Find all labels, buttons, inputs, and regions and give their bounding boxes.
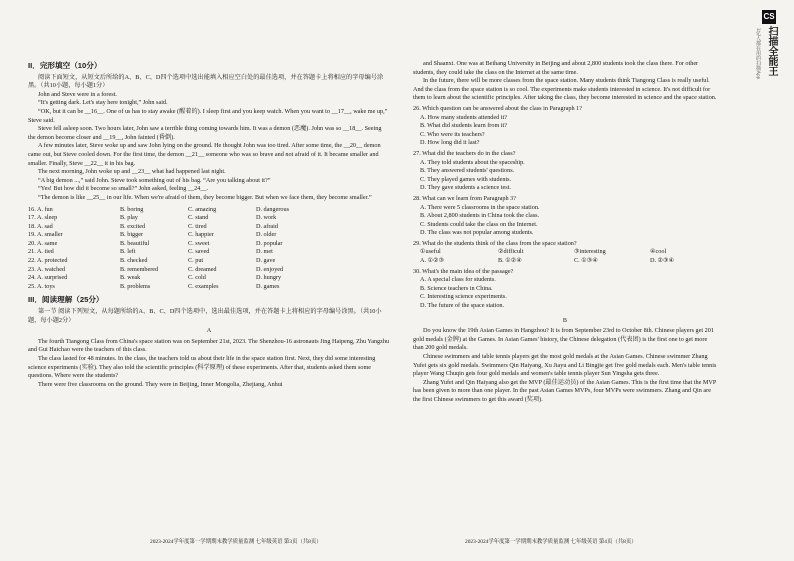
cloze-option: 18. A. sad	[28, 222, 53, 230]
answer-option: D. They gave students a science test.	[420, 184, 511, 192]
section2-title: II．完形填空（10分）	[28, 61, 102, 70]
cloze-option: B. play	[120, 214, 138, 222]
answer-option: C. Who were its teachers?	[420, 130, 485, 138]
answer-option: A. A special class for students.	[420, 276, 496, 284]
cloze-option: D. hungry	[256, 274, 282, 282]
q29-word: ③interesting	[574, 248, 606, 256]
answer-option: A. ①②③	[420, 257, 445, 265]
cloze-options	[28, 206, 390, 292]
answer-option: A. How many students attended it?	[420, 113, 507, 121]
cloze-option-row	[28, 266, 390, 275]
cloze-option: C. dreamed	[188, 265, 217, 273]
cloze-option: D. popular	[256, 239, 283, 247]
section2-instructions: 阅读下面短文，从短文后所给的A、B、C、D四个选项中选出能填入相应空白处的最佳选项，并在答题卡上将相应的字母编号涂黑。（共10小题，每小题1分）	[28, 73, 384, 90]
section3-title: III．阅读理解（25分）	[28, 295, 104, 305]
cloze-option-row	[28, 214, 390, 223]
passage-b-paragraph: Zhang Yufei and Qin Haiyang also get the MVP (最佳运动员) of the Asian Games. This is the first time that the MVP has been given to more than one player. In the past Asian Games MVPs, four MVPs were swimmers. Zhang and Qin are the first Chinese swimmers to get this award (奖项).	[413, 378, 717, 403]
cloze-option: 25. A. toys	[28, 282, 55, 290]
cloze-option: B. checked	[120, 257, 148, 265]
cloze-option: D. dangerous	[256, 205, 289, 213]
cloze-passage	[28, 91, 390, 203]
question-30: 30. What's the main idea of the passage?	[413, 267, 514, 275]
cloze-option: D. games	[256, 282, 280, 290]
cloze-option: B. left	[120, 248, 136, 256]
cloze-option-row	[28, 248, 390, 257]
question-stem: 27. What did the teachers do in the class?	[413, 149, 516, 157]
cloze-option: B. beautiful	[120, 239, 150, 247]
cloze-option: 23. A. watched	[28, 265, 66, 273]
cloze-option: 20. A. same	[28, 239, 58, 247]
cloze-option: 21. A. tied	[28, 248, 54, 256]
answer-option: A. There were 5 classrooms in the space station.	[420, 203, 540, 211]
cloze-option: D. afraid	[256, 222, 278, 230]
cloze-option-row	[28, 206, 390, 215]
cloze-paragraph: “Yes! But how did it become so small?” John asked, feeling __24__.	[38, 185, 209, 193]
answer-option: D. The future of the space station.	[420, 302, 505, 310]
passage-a	[28, 338, 390, 390]
answer-option: C. ①③④	[574, 257, 598, 265]
cloze-option: 24. A. surprised	[28, 274, 68, 282]
right-footer: 2023-2024学年度第一学期期末教学质量监测 七年级英语 第4页（共8页）	[465, 539, 637, 545]
cloze-option: B. remembered	[120, 265, 159, 273]
cloze-option: D. gave	[256, 257, 276, 265]
camscanner-logo-icon: CS	[762, 10, 776, 24]
question-30-options	[413, 276, 717, 310]
cloze-option: C. saved	[188, 248, 210, 256]
cloze-option: 19. A. smaller	[28, 231, 63, 239]
q29-word: ②difficult	[498, 248, 524, 256]
answer-option: C. Interesting science experiments.	[420, 293, 507, 301]
cloze-option: D. work	[256, 214, 277, 222]
q29-word: ①useful	[420, 248, 441, 256]
answer-option: D. How long did it last?	[420, 139, 480, 147]
scanner-title: 扫描全能王	[766, 26, 777, 76]
passage-a-paragraph: The fourth Tiangong Class from China's space station was on September 21st, 2023. The Shenzhou-16 astronauts Jing Haipeng, Zhu Yangzhu and Gui Haichao were the teachers of this class.	[28, 337, 390, 354]
passage-b-letter: B	[562, 316, 568, 324]
answer-option: D. ②③④	[650, 257, 675, 265]
answer-option: C. Students could take the class on the Internet.	[420, 220, 538, 228]
cloze-paragraph: “OK, but it can be __16__. One of us has to stay awake (醒着的). I sleep first and you keep watch. When you want to __17__, wake me up,” Steve said.	[28, 107, 388, 124]
passage-b-paragraph: Chinese swimmers and table tennis players get the most gold medals at the Asian Games. Chinese swimmer Zhang Yufei gets six gold medals. Swimmers Qin Haiyang, Xu Jiayu and Li Bingjie get five gold medals each. Men's table tennis player Wang Chuqin gets four gold medals and women's table tennis player Sun Yingsha gets three.	[413, 353, 717, 378]
cloze-option: D. older	[256, 231, 277, 239]
cloze-option: 16. A. fun	[28, 205, 53, 213]
cloze-option-row	[28, 231, 390, 240]
left-column	[28, 60, 390, 389]
passage-b-paragraph: Do you know the 19th Asian Games in Hangzhou? It is from September 23rd to October 8th. Chinese players get 201 gold medals (金牌) at the Games. In Asian Games' history, the Chinese delegation (代表团) is the first one to get more than 200 gold medals.	[413, 327, 714, 352]
cloze-option-row	[28, 240, 390, 249]
cloze-option-row	[28, 257, 390, 266]
cloze-option-row	[28, 283, 390, 292]
passage-a-paragraph: In the future, there will be more classes from the space station. Many students think Tiangong Class is really useful. And the class from the space station is so cool. The experiments make students interested in science. It's not difficult for them to learn about the scientific principles. After taking the class, they become interested in science and the space station.	[413, 77, 717, 102]
answer-option: B. Science teachers in China.	[420, 284, 493, 292]
cloze-option: B. weak	[120, 274, 141, 282]
left-footer: 2023-2024学年度第一学期期末教学质量监测 七年级英语 第3页（共8页）	[150, 539, 322, 545]
cloze-option: C. tired	[188, 222, 207, 230]
cloze-option: C. stand	[188, 214, 209, 222]
section3-instructions: 第一节 阅读下列短文，从每题所给的A、B、C、D四个选项中，选出最佳选项，并在答题卡上将相应的字母编号涂黑。（共10小题，每小题2分）	[28, 308, 382, 324]
passage-a-paragraph: and Shaanxi. One was at Beihang University in Beijing and about 2,800 students took the class there. For other students, they could take the class on the Internet at the same time.	[413, 60, 699, 76]
cloze-option: B. bigger	[120, 231, 144, 239]
cloze-paragraph: “It's getting dark. Let's stay here tonight,” John said.	[38, 99, 168, 107]
cloze-option: C. put	[188, 257, 204, 265]
cloze-option-row	[28, 223, 390, 232]
answer-option: B. They answered students' questions.	[420, 167, 515, 175]
answer-option: B. What did students learn from it?	[420, 122, 508, 130]
cloze-option: C. examples	[188, 282, 219, 290]
cloze-option: B. excited	[120, 222, 146, 230]
question-stem: 28. What can we learn from Paragraph 3?	[413, 194, 516, 202]
passage-b	[413, 327, 717, 404]
scanner-badge	[754, 10, 788, 100]
cloze-paragraph: Steve fell asleep soon. Two hours later, John saw a terrible thing coming towards him. It was a demon (恶魔). John was so __18__. Seeing the demon become closer and __19__, John fainted (昏倒).	[28, 125, 382, 141]
passage-a-continued	[413, 60, 717, 103]
cloze-option: C. sweet	[188, 239, 210, 247]
scanner-subtitle: 3亿人都在用的扫描App	[755, 28, 760, 80]
answer-option: A. They told students about the spaceship.	[420, 158, 525, 166]
question-29-options	[420, 257, 717, 266]
cloze-option: B. problems	[120, 282, 151, 290]
cloze-paragraph: “A big demon ...,” said John. Steve took something out of his bag. “Are you talking about it?”	[38, 176, 271, 184]
cloze-option: B. boring	[120, 205, 144, 213]
passage-a-paragraph: There were five classrooms on the ground. They were in Beijing, Inner Mongolia, Zhejiang, Anhui	[38, 380, 283, 388]
question-stem: 26. Which question can be answered about the class in Paragraph 1?	[413, 104, 582, 112]
passage-a-letter: A	[206, 327, 212, 335]
answer-option: B. ①②④	[498, 257, 522, 265]
cloze-option-row	[28, 274, 390, 283]
cloze-paragraph: “The demon is like __25__ in our life. When we're afraid of them, they become bigger. But when we face them, they become smaller.”	[38, 193, 372, 201]
cloze-option: D. met	[256, 248, 273, 256]
right-column	[413, 60, 717, 405]
passage-a-paragraph: The class lasted for 48 minutes. In the class, the teachers told us about their life in the space station first. Next, they did some interesting science experiments (实验). They also told the scientific principles (科学原理) of these experiments. After that, students asked them some questions. Where were the students?	[28, 355, 376, 380]
question-29: 29. What do the students think of the class from the space station?	[413, 239, 577, 247]
cloze-paragraph: John and Steve were in a forest.	[38, 90, 117, 98]
answer-option: B. About 2,800 students in China took the class.	[420, 212, 540, 220]
cloze-option: 22. A. protected	[28, 257, 68, 265]
questions-26-28	[413, 105, 717, 238]
answer-option: C. They played games with students.	[420, 175, 512, 183]
answer-option: D. The class was not popular among students.	[420, 229, 534, 237]
cloze-option: C. happier	[188, 231, 214, 239]
question-29-words	[420, 248, 717, 257]
cloze-option: D. enjoyed	[256, 265, 284, 273]
cloze-option: 17. A. sleep	[28, 214, 58, 222]
cloze-option: C. cold	[188, 274, 206, 282]
cloze-paragraph: A few minutes later, Steve woke up and saw John lying on the ground. He thought John was too tired. After some time, the __20__ demon came out, but Steve cooled down. For the first time, the demon __21__ someone who was so brave and not afraid of it. It became smaller and smaller. Finally, Steve __22__ it in his bag.	[28, 142, 381, 167]
q29-word: ④cool	[650, 248, 667, 256]
cloze-option: C. amazing	[188, 205, 217, 213]
cloze-paragraph: The next morning, John woke up and __23__ what had happened last night.	[38, 168, 226, 176]
